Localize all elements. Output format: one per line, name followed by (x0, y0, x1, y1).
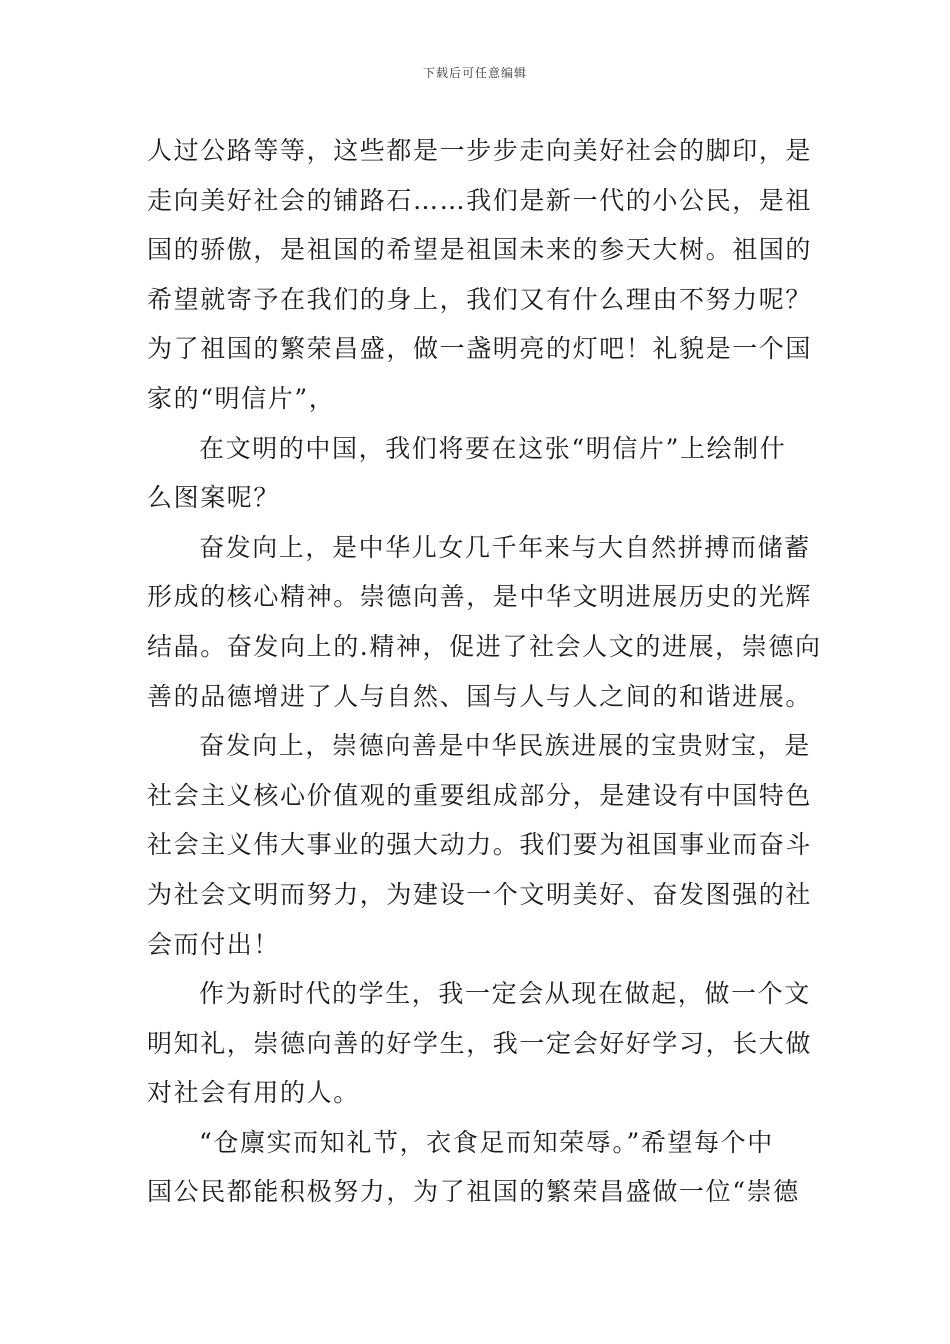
text-line: 国的骄傲，是祖国的希望是祖国未来的参天大树。祖国的 (147, 235, 813, 265)
text-line: 社会主义伟大事业的强大动力。我们要为祖国事业而奋斗 (147, 830, 813, 860)
paragraph-first-line: 奋发向上，是中华儿女几千年来与大自然拼搏而储蓄 (199, 532, 811, 562)
text-line: 会而付出！ (147, 929, 281, 959)
paragraph-first-line: 在文明的中国，我们将要在这张“明信片”上绘制什 (199, 433, 787, 463)
text-line: 形成的核心精神。崇德向善，是中华文明进展历史的光辉 (147, 582, 813, 612)
text-line: 为社会文明而努力，为建设一个文明美好、奋发图强的社 (147, 879, 813, 909)
text-line: 社会主义核心价值观的重要组成部分，是建设有中国特色 (147, 780, 813, 810)
document-body (147, 126, 822, 1217)
text-line: 走向美好社会的铺路石……我们是新一代的小公民，是祖 (147, 185, 813, 215)
text-line: 国公民都能积极努力，为了祖国的繁荣昌盛做一位“崇德 (147, 1177, 800, 1207)
text-line: 善的品德增进了人与自然、国与人与人之间的和谐进展。 (147, 681, 813, 711)
text-line: 家的“明信片”， (147, 383, 336, 413)
paragraph-first-line: “仓廪实而知礼节，衣食足而知荣辱。”希望每个中 (199, 1127, 774, 1157)
text-line: 对社会有用的人。 (147, 1078, 360, 1108)
page-header: 下载后可任意编辑 (422, 66, 527, 80)
text-line: 明知礼，崇德向善的好学生，我一定会好好学习，长大做 (147, 1028, 813, 1058)
text-line: 结晶。奋发向上的.精神，促进了社会人文的进展，崇德向 (147, 631, 822, 661)
paragraph-first-line: 奋发向上，崇德向善是中华民族进展的宝贵财宝，是 (199, 731, 811, 761)
text-line: 为了祖国的繁荣昌盛，做一盏明亮的灯吧！礼貌是一个国 (147, 334, 813, 364)
text-line: 人过公路等等，这些都是一步步走向美好社会的脚印，是 (147, 136, 813, 165)
paragraph-first-line: 作为新时代的学生，我一定会从现在做起，做一个文 (199, 979, 811, 1009)
text-line: 么图案呢？ (147, 483, 281, 513)
text-line: 希望就寄予在我们的身上，我们又有什么理由不努力呢？ (147, 284, 813, 314)
